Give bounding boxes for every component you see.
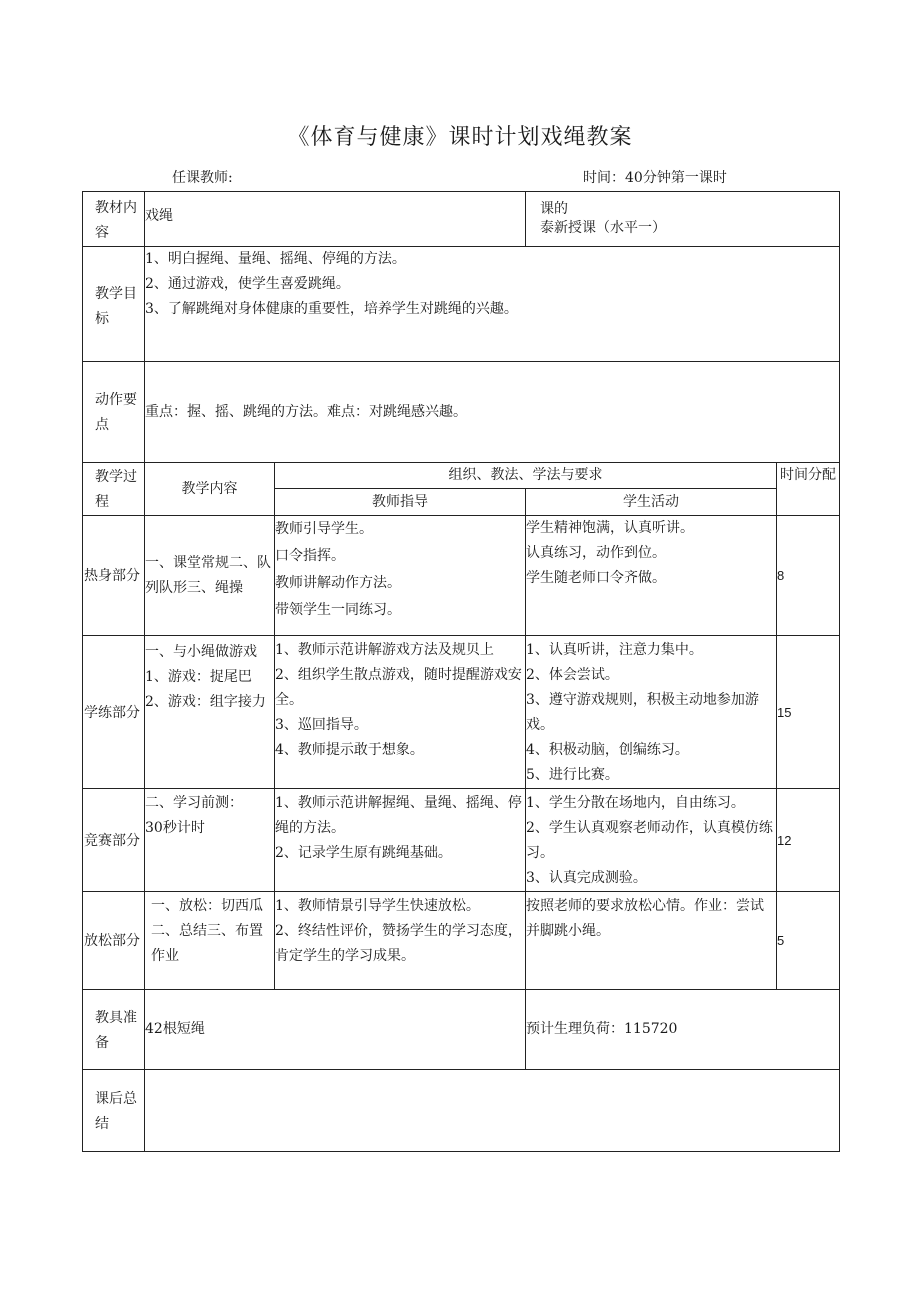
student-line: 5、进行比赛。 (526, 767, 619, 783)
stage-teacher (275, 789, 526, 892)
key-points-row (83, 362, 840, 463)
stage-teacher (275, 516, 526, 636)
time-label: 时间：40分钟第一课时 (583, 170, 727, 186)
stage-row-contest (83, 789, 840, 892)
content-header: 教学内容 (145, 463, 275, 516)
student-line: 3、遵守游戏规则，积极主动地参加游戏。 (526, 692, 759, 733)
stage-time: 15 (777, 636, 840, 789)
stage-content (145, 892, 275, 990)
stage-content-line: 1、游戏：捉尾巴 (145, 669, 252, 685)
goals-row (83, 247, 840, 362)
equipment-label: 教具准备 (83, 990, 145, 1070)
stage-content-line: 30秒计时 (145, 820, 205, 836)
content-value: 戏绳 (145, 192, 526, 247)
student-line: 1、学生分散在场地内，自由练习。 (526, 795, 745, 811)
stage-label: 放松部分 (83, 892, 145, 990)
stage-header: 教学过程 (83, 463, 145, 516)
teacher-line: 1、教师示范讲解握绳、量绳、摇绳、停绳的方法。 (275, 795, 522, 836)
stage-content (145, 516, 275, 636)
lesson-type-cell (526, 192, 840, 247)
stage-student (526, 789, 777, 892)
stage-label: 学练部分 (83, 636, 145, 789)
goal-item: 2、通过游戏，使学生喜爱跳绳。 (145, 276, 350, 292)
stage-content (145, 636, 275, 789)
content-row (83, 192, 840, 247)
stage-teacher (275, 636, 526, 789)
teacher-line: 1、教师示范讲解游戏方法及规贝上 (275, 642, 494, 658)
teacher-line: 2、记录学生原有跳绳基础。 (275, 845, 452, 861)
student-line: 2、学生认真观察老师动作，认真模仿练习。 (526, 820, 773, 861)
teacher-header: 教师指导 (275, 489, 526, 516)
lesson-type-label: 课的 (540, 201, 568, 217)
time-header: 时间分配 (777, 463, 840, 516)
teacher-line: 带领学生一同练习。 (275, 602, 401, 618)
lesson-type-value: 泰新授课（水平一） (540, 220, 666, 236)
stage-student (526, 516, 777, 636)
teacher-line: 3、巡回指导。 (275, 717, 368, 733)
student-header: 学生活动 (526, 489, 777, 516)
student-line: 3、认真完成测验。 (526, 870, 647, 886)
stage-row-practice (83, 636, 840, 789)
teacher-line: 教师引导学生。 (275, 521, 373, 537)
goal-item: 1、明白握绳、量绳、摇绳、停绳的方法。 (145, 251, 406, 267)
student-line: 学生精神饱满，认真听讲。 (526, 520, 694, 536)
summary-row (83, 1070, 840, 1152)
student-line: 学生随老师口令齐做。 (526, 570, 666, 586)
stage-content-line: 二、学习前测： (145, 795, 243, 811)
stage-time: 5 (777, 892, 840, 990)
stage-time: 8 (777, 516, 840, 636)
goals-cell (145, 247, 840, 362)
key-points-label: 动作要点 (83, 362, 145, 463)
stage-time: 12 (777, 789, 840, 892)
teacher-line: 教师讲解动作方法。 (275, 575, 401, 591)
student-line: 按照老师的要求放松心情。作业：尝试并脚跳小绳。 (526, 898, 764, 939)
student-line: 认真练习，动作到位。 (526, 545, 666, 561)
stage-label: 竞赛部分 (83, 789, 145, 892)
page-title: 《体育与健康》课时计划戏绳教案 (287, 125, 633, 150)
teacher-line: 2、组织学生散点游戏，随时提醒游戏安全。 (275, 667, 522, 708)
lesson-plan-table (82, 191, 840, 1152)
summary-label: 课后总结 (83, 1070, 145, 1152)
content-label: 教材内容 (83, 192, 145, 247)
process-header-row (83, 463, 840, 489)
stage-content-line: 一、课堂常规二、队列队形三、绳操 (145, 554, 271, 596)
teacher-line: 口令指挥。 (275, 548, 345, 564)
stage-content-line: 一、与小绳做游戏 (145, 644, 257, 660)
student-line: 4、积极动脑，创编练习。 (526, 742, 689, 758)
stage-teacher (275, 892, 526, 990)
teacher-line: 1、教师情景引导学生快速放松。 (275, 898, 480, 914)
teacher-line: 2、终结性评价，赞扬学生的学习态度，肯定学生的学习成果。 (275, 923, 522, 964)
stage-row-relax (83, 892, 840, 990)
stage-label: 热身部分 (83, 516, 145, 636)
stage-student (526, 892, 777, 990)
org-header: 组织、教法、学法与要求 (275, 463, 777, 489)
goal-item: 3、了解跳绳对身体健康的重要性，培养学生对跳绳的兴趣。 (145, 301, 518, 317)
stage-content-line: 一、放松：切西瓜二、总结三、布置作业 (151, 898, 263, 964)
goals-label: 教学目标 (83, 247, 145, 362)
student-line: 2、体会尝试。 (526, 667, 619, 683)
key-points-value: 重点：握、摇、跳绳的方法。难点：对跳绳感兴趣。 (145, 362, 840, 463)
stage-row-warmup (83, 516, 840, 636)
teacher-label: 任课教师: (172, 170, 233, 186)
teacher-line: 4、教师提示敢于想象。 (275, 742, 424, 758)
physiological-load: 预计生理负荷：115720 (526, 990, 840, 1070)
equipment-value: 42根短绳 (145, 990, 526, 1070)
summary-value (145, 1070, 840, 1152)
student-line: 1、认真听讲，注意力集中。 (526, 642, 703, 658)
stage-student (526, 636, 777, 789)
equipment-row (83, 990, 840, 1070)
stage-content-line: 2、游戏：组字接力 (145, 694, 266, 710)
stage-content (145, 789, 275, 892)
